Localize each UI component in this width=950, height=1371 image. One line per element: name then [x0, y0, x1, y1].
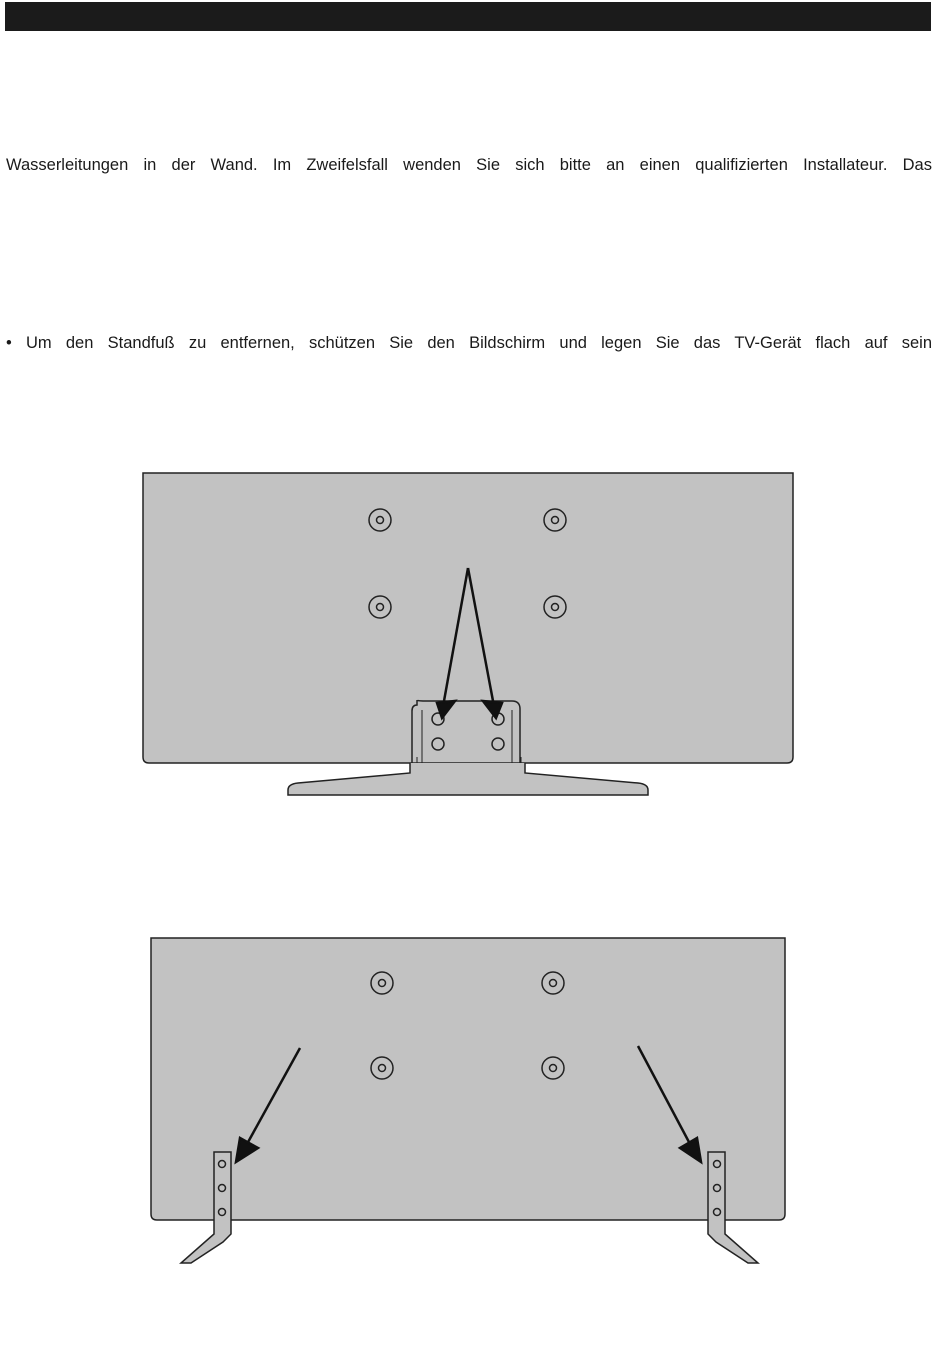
- figure-tv-side-feet: [0, 930, 950, 1275]
- figure-tv-center-stand: [0, 465, 950, 810]
- paragraph-wall-mount: Wasserleitungen in der Wand. Im Zweifelsfall wenden Sie sich bitte an einen qualifizierten Installateur. Das: [6, 156, 932, 174]
- header-bar: [5, 2, 931, 31]
- stand-neck: [412, 700, 520, 763]
- paragraph-stand-removal: • Um den Standfuß zu entfernen, schützen Sie den Bildschirm und legen Sie das TV-Gerät flach auf sein: [6, 334, 932, 352]
- stand-base: [288, 763, 648, 795]
- tv-back-panel: [151, 938, 785, 1220]
